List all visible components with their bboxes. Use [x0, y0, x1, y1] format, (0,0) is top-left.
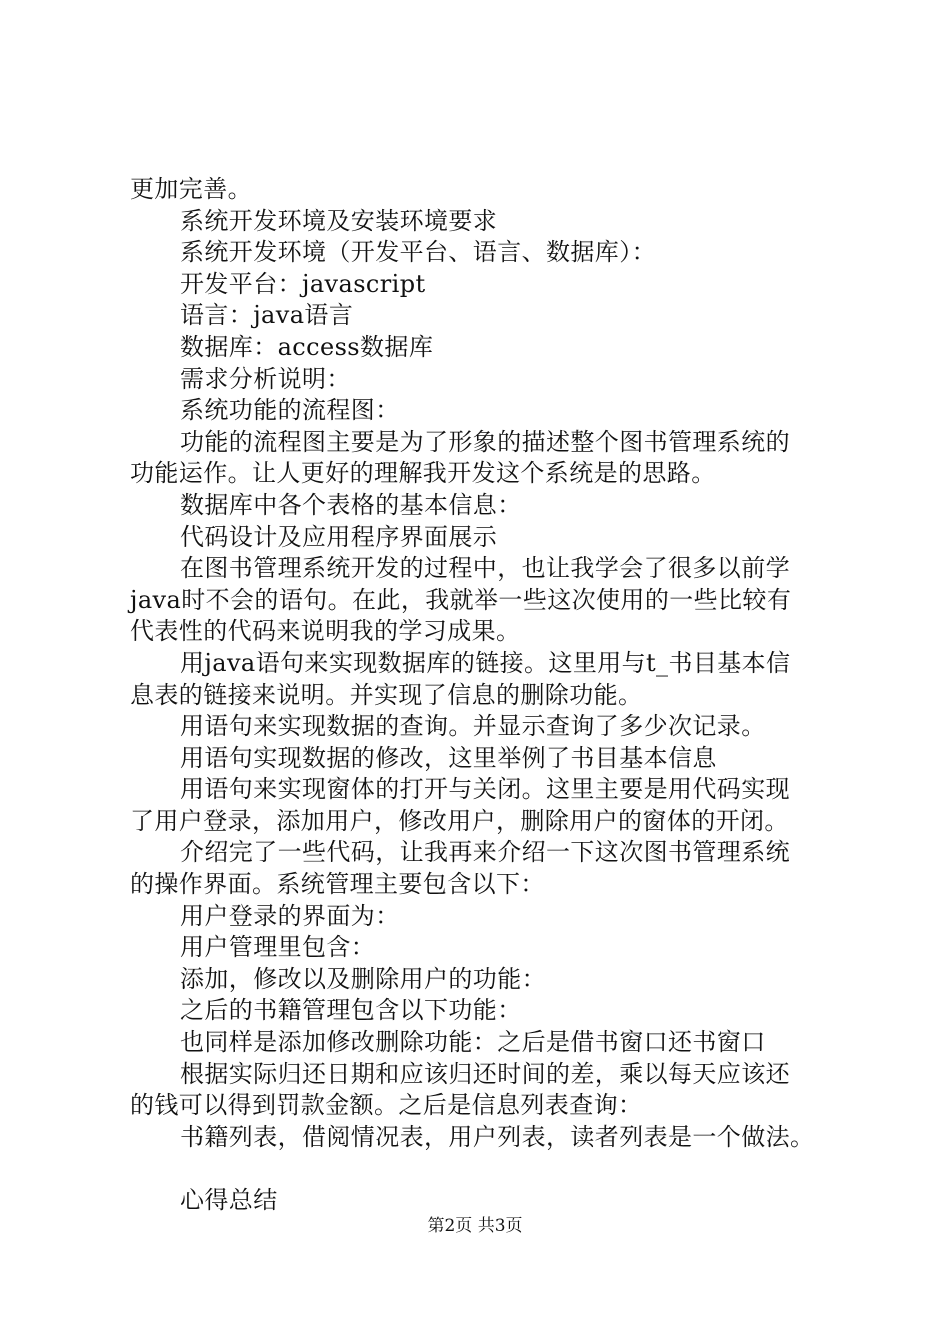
text-line: 用户登录的界面为： — [180, 901, 400, 930]
text-line: 数据库中各个表格的基本信息： — [180, 490, 522, 519]
text-line: 心得总结 — [180, 1186, 278, 1214]
text-line: 了用户登录，添加用户，修改用户，删除用户的窗体的开闭。 — [130, 806, 789, 835]
text-line: 代码设计及应用程序界面展示 — [180, 522, 498, 551]
text-line: 功能的流程图主要是为了形象的描述整个图书管理系统的 — [180, 427, 790, 456]
text-line: 的操作界面。系统管理主要包含以下： — [130, 870, 545, 899]
text-line: 介绍完了一些代码，让我再来介绍一下这次图书管理系统 — [180, 838, 790, 867]
page-footer: 第2页 共3页 — [427, 1216, 523, 1236]
text-line: 开发平台：javascript — [180, 269, 426, 298]
text-line: 用语句来实现窗体的打开与关闭。这里主要是用代码实现 — [180, 775, 790, 804]
text-line: 用java语句来实现数据库的链接。这里用与t_书目基本信 — [180, 648, 791, 677]
text-line: 也同样是添加修改删除功能：之后是借书窗口还书窗口 — [180, 1028, 766, 1057]
text-line: 系统开发环境及安装环境要求 — [180, 206, 498, 235]
text-line: 更加完善。 — [130, 175, 252, 203]
text-line: 代表性的代码来说明我的学习成果。 — [130, 617, 521, 646]
text-line: 语言：java语言 — [180, 301, 354, 330]
text-line: 之后的书籍管理包含以下功能： — [180, 996, 522, 1025]
blank-line — [130, 1153, 842, 1185]
text-line: 息表的链接来说明。并实现了信息的删除功能。 — [130, 680, 643, 709]
text-line: 书籍列表，借阅情况表，用户列表，读者列表是一个做法。 — [180, 1122, 815, 1151]
text-line: 在图书管理系统开发的过程中，也让我学会了很多以前学 — [180, 554, 790, 583]
text-line: 的钱可以得到罚款金额。之后是信息列表查询： — [130, 1091, 643, 1120]
document-body — [130, 174, 842, 1217]
text-line: 系统功能的流程图： — [180, 396, 400, 425]
text-line: 系统开发环境（开发平台、语言、数据库）： — [180, 238, 656, 267]
text-line: 需求分析说明： — [180, 364, 351, 393]
text-line: 功能运作。让人更好的理解我开发这个系统是的思路。 — [130, 459, 716, 488]
text-line: java时不会的语句。在此，我就举一些这次使用的一些比较有 — [130, 585, 792, 614]
text-line: 用户管理里包含： — [180, 933, 376, 962]
text-line: 数据库：access数据库 — [180, 332, 434, 361]
text-line: 根据实际归还日期和应该归还时间的差，乘以每天应该还 — [180, 1059, 790, 1088]
text-line: 用语句来实现数据的查询。并显示查询了多少次记录。 — [180, 712, 766, 741]
text-line: 添加，修改以及删除用户的功能： — [180, 964, 546, 993]
text-line: 用语句实现数据的修改，这里举例了书目基本信息 — [180, 743, 717, 772]
